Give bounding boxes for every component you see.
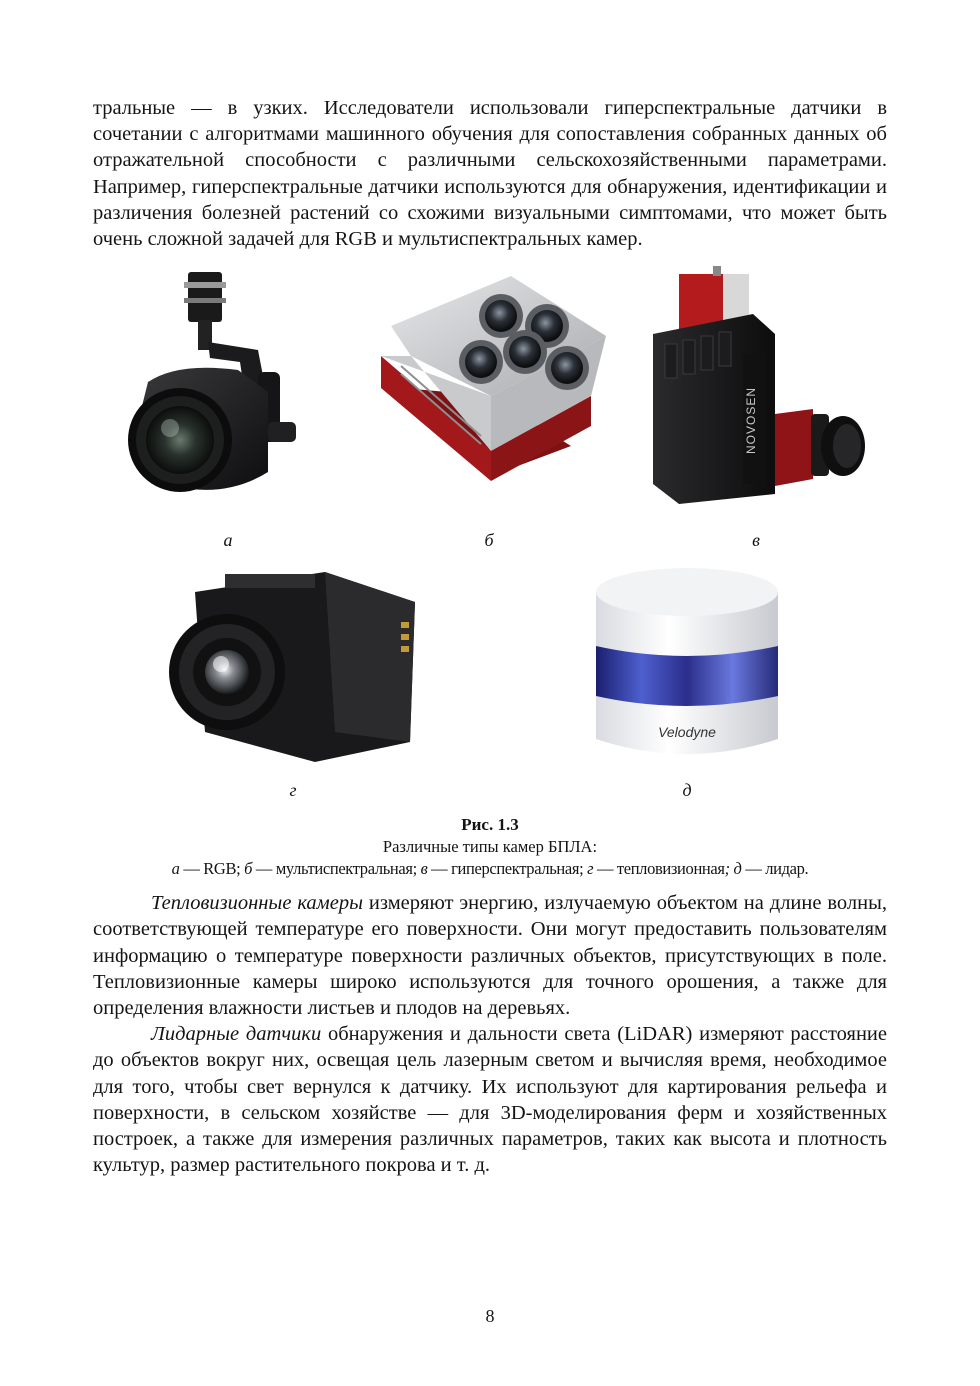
panel-label-a: а: [223, 530, 233, 551]
legend-text: — гиперспектральная;: [427, 859, 588, 879]
legend-text: — тепловизионная: [593, 859, 725, 879]
thermal-paragraph: [93, 890, 887, 1021]
thermal-text: измеряют энергию, излучаемую объектом на длине волны, соответствующей температуре его поверхности. Они могут предоставить пользователям информацию о температуре поверхности различных объектов, присутствующих в поле. Тепловизионные камеры широко используются для точного орошения, а также для определения влажности листьев и плодов на деревьях.: [93, 892, 888, 1020]
svg-text:NOVOSEN: NOVOSEN: [744, 387, 758, 455]
thermal-camera-image: [165, 562, 425, 767]
legend-letter: а: [171, 859, 180, 879]
legend-letter: ; д: [724, 859, 742, 879]
legend-text: — RGB;: [179, 859, 245, 879]
multispectral-camera-image: [371, 276, 611, 496]
lidar-term: Лидарные датчики: [151, 1023, 322, 1046]
page-content: [93, 95, 887, 1178]
figure-caption: [93, 814, 887, 880]
legend-text: — мультиспектральная;: [252, 859, 421, 879]
top-paragraph: тральные — в узких. Исследователи использовали гиперспектральные датчики в сочетании с алгоритмами машинного обучения для сопоставления собранных данных об отражательной способности с различными сельскохозяйственными параметрами. Например, гиперспектральные датчики используются для обнаружения, идентификации и различения болезней растений со схожими визуальными симптомами, что может быть очень сложной задачей для RGB и мультиспектральных камер.: [93, 97, 887, 251]
legend-letter: в: [420, 859, 428, 879]
thermal-term: Тепловизионные камеры: [151, 892, 363, 915]
page-number: 8: [485, 1306, 495, 1326]
figure-title: Различные типы камер БПЛА:: [382, 837, 598, 857]
lidar-paragraph: [93, 1021, 887, 1178]
lidar-sensor-image: [588, 564, 788, 769]
panel-label-v: в: [752, 530, 760, 551]
figure-number: Рис. 1.3: [461, 815, 519, 835]
panel-label-g: г: [289, 780, 297, 801]
velodyne-logo: Velodyne: [658, 724, 716, 741]
panel-label-b: б: [484, 530, 494, 551]
figure-panels: [93, 262, 887, 814]
legend-letter: г: [587, 859, 594, 879]
legend-letter: б: [244, 859, 253, 879]
panel-label-d: д: [682, 780, 692, 801]
rgb-camera-image: [118, 262, 358, 512]
lidar-text: обнаружения и дальности света (LiDAR) измеряют расстояние до объектов вокруг них, освещая цель лазерным светом и вычисляя время, необходимое для того, чтобы свет вернулся к датчику. Их используют для картирования рельефа и поверхности, в сельском хозяйстве — для 3D-моделирования ферм и хозяйственных построек, а также для измерения различных параметров, таких как высота и плотность культур, размер растительного покрова и т. д.: [93, 1023, 887, 1177]
hyperspectral-camera-image: [643, 264, 873, 509]
legend-text: — лидар.: [741, 859, 809, 879]
figure-legend: [93, 858, 887, 880]
